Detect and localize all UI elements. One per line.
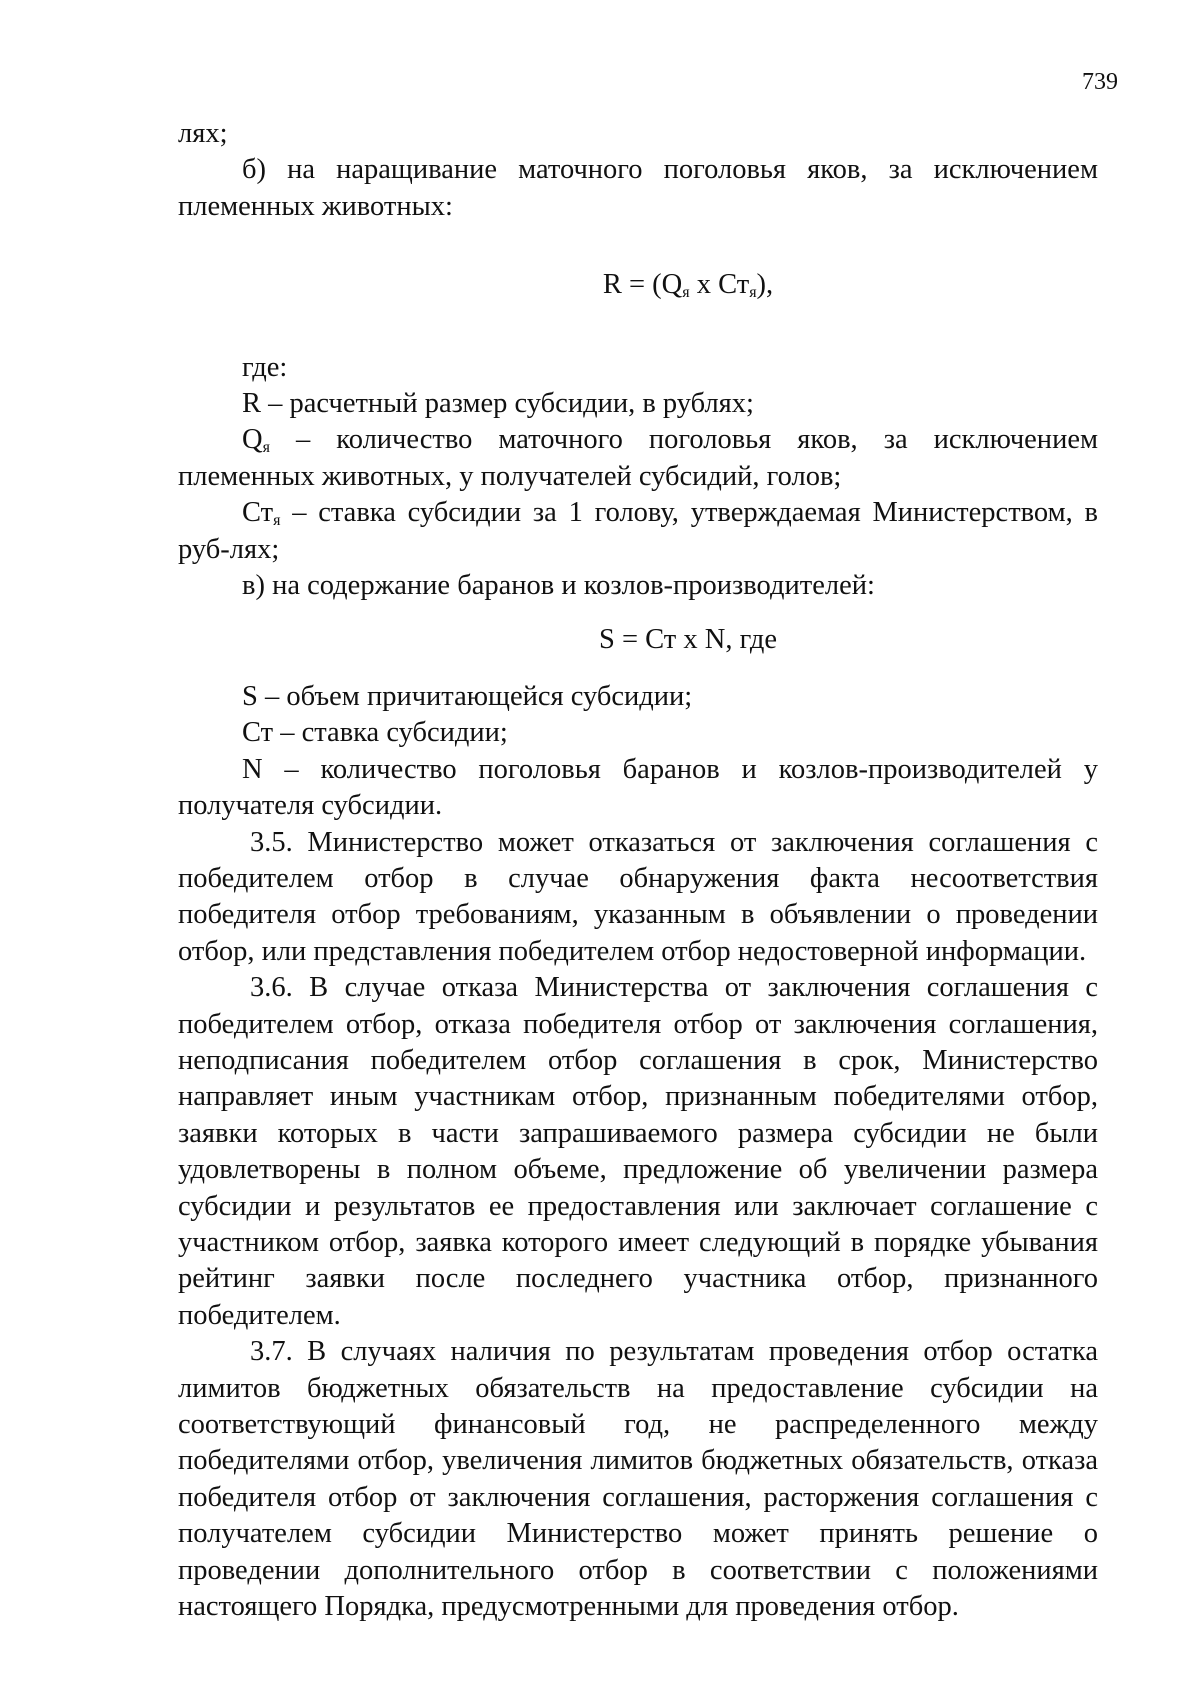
definition-q-sub: я (262, 439, 270, 457)
item-b: б) на наращивание маточного поголовья яков, за исключением племенных животных: (178, 154, 1098, 222)
definition-ct: Ст – ставка субсидии; (242, 717, 508, 749)
paragraph-3-5: 3.5. Министерство может отказаться от заключения соглашения с победителем отбор в случае обнаружения факта несоответствия победителя отбор требованиям, указанным в объявлении о проведении отбор, или представления победителем отбор недостоверной информации. (178, 826, 1098, 967)
formula-r-middle: х Ст (689, 269, 750, 301)
paragraph-3-7: 3.7. В случаях наличия по результатам проведения отбор остатка лимитов бюджетных обязательств на предоставление субсидии на соответствующий финансовый год, не распределенного между победителями отбор, увеличения лимитов бюджетных обязательств, отказа победителя отбор от заключения соглашения, расторжения соглашения с получателем субсидии Министерство может принять решение о проведении дополнительного отбор в соответствии с положениями настоящего Порядка, предусмотренными для проведения отбор. (178, 1336, 1098, 1623)
definition-st-symbol: Ст (242, 497, 274, 529)
item-v: в) на содержание баранов и козлов-производителей: (242, 570, 875, 602)
formula-s: S = Ст х N, где (598, 624, 777, 656)
where-label: где: (242, 351, 288, 383)
formula-r-suffix: ), (756, 269, 774, 301)
definition-s: S – объем причитающейся субсидии; (242, 680, 693, 712)
continuation-text: лях; (178, 118, 228, 149)
definition-q (178, 422, 1098, 495)
definition-q-symbol: Q (242, 424, 263, 456)
definition-st-sub: я (273, 512, 281, 530)
paragraph-3-6: 3.6. В случае отказа Министерства от заключения соглашения с победителем отбор, отказа победителя отбор от заключения соглашения, неподписания победителем отбор соглашения в срок, Министерство направляет иным участникам отбор, признанным победителями отбор, заявки которых в части запрашиваемого размера субсидии не были удовлетворены в полном объеме, предложение об увеличении размера субсидии и результатов ее предоставления или заключает соглашение с участником отбор, заявка которого имеет следующий в порядке убывания рейтинг заявки после последнего участника отбор, признанного победителем. (178, 972, 1098, 1331)
formula-r (178, 267, 1098, 303)
definition-n: N – количество поголовья баранов и козлов-производителей у получателя субсидии. (178, 753, 1098, 822)
definition-r: R – расчетный размер субсидии, в рублях; (242, 388, 754, 420)
document-body (178, 116, 1098, 1625)
definition-st-text: – ставка субсидии за 1 голову, утверждаемая Министерством, в руб-лях; (178, 497, 1098, 565)
page-number: 739 (1082, 69, 1118, 95)
formula-r-sub2: я (749, 284, 757, 302)
definition-q-text: – количество маточного поголовья яков, за исключением племенных животных, у получателей субсидий, голов; (178, 424, 1098, 492)
formula-r-sub1: я (682, 284, 690, 302)
definition-st (178, 495, 1098, 568)
formula-r-prefix: R = (Q (602, 269, 683, 301)
